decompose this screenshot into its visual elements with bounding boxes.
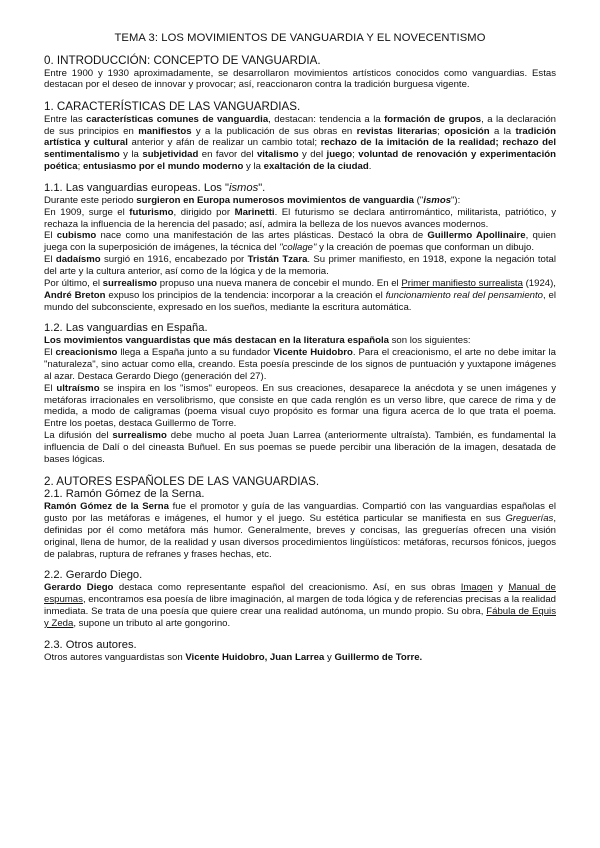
dadaismo-paragraph: El dadaísmo surgió en 1916, encabezado por Tristán Tzara. Su primer manifiesto, en 1918, expone la negación total del arte y la cultura anterior, así como de la lógica y de la memoria. bbox=[44, 254, 556, 277]
surrealismo-spain-paragraph: La difusión del surrealismo debe mucho al poeta Juan Larrea (anteriormente ultraísta). También, es fundamental la influencia de Dalí o del cineasta Buñuel. En sus poemas se puede percibir una liberación de la imagen, desatada de bases lógicas. bbox=[44, 430, 556, 465]
section-1-1-intro: Durante este periodo surgieron en Europa numerosos movimientos de vanguardia ("ismos"): bbox=[44, 194, 461, 206]
surrealismo-paragraph: Por último, el surrealismo propuso una nueva manera de concebir el mundo. En el Primer manifiesto surrealista (1924), André Breton expuso los principios de la tendencia: incorporar a la creación el funcionamiento real del pensamiento, el mundo del subconsciente, expresado en los sueños, mediante la escritura automática. bbox=[44, 277, 556, 313]
otros-autores-paragraph: Otros autores vanguardistas son Vicente Huidobro, Juan Larrea y Guillermo de Torre. bbox=[44, 651, 423, 663]
section-1-1-heading: 1.1. Las vanguardias europeas. Los "ismos". bbox=[44, 181, 266, 194]
section-1-paragraph: Entre las características comunes de vanguardia, destacan: tendencia a la formación de grupos, a la declaración de sus principios en manifiestos y a la publicación de sus obras en revistas literarias; oposición a la tradición artística y cultural anterior y afán de realizar un cambio total; rechazo de la imitación de la realidad; rechazo del sentimentalismo y la subjetividad en favor del vitalismo y del juego; voluntad de renovación y experimentación poética; entusiasmo por el mundo moderno y la exaltación de la ciudad. bbox=[44, 113, 556, 173]
document-page bbox=[44, 30, 556, 664]
futurismo-paragraph: En 1909, surge el futurismo, dirigido por Marinetti. El futurismo se declara antirromántico, militarista, patriótico, y rechaza la influencia de la herencia del pasado; así, admira la belleza de los nuevos avances modernos. bbox=[44, 206, 556, 230]
cubismo-paragraph: El cubismo nace como una manifestación de las artes plásticas. Destacó la obra de Guillermo Apollinaire, quien juega con la superposición de imágenes, la técnica del "collage" y la creación de poemas que conforman un dibujo. bbox=[44, 230, 557, 254]
section-2-2-heading: 2.2. Gerardo Diego. bbox=[44, 569, 143, 582]
creacionismo-paragraph: El creacionismo llega a España junto a su fundador Vicente Huidobro. Para el creacionismo, el arte no debe imitar la "naturaleza", sino actuar como ella, creando. Esta poesía prescinde de los signos de puntuación y yuxtapone imágenes al azar. Destaca Gerardo Diego (generación del 27). bbox=[44, 347, 557, 382]
section-0-paragraph: Entre 1900 y 1930 aproximadamente, se desarrollaron movimientos artísticos conocidos como vanguardias. Estas destacan por el deseo de innovar y provocar; así, reaccionaron contra la tradición burguesa vigente. bbox=[44, 67, 556, 91]
gerardo-diego-paragraph: Gerardo Diego destaca como representante español del creacionismo. Así, en sus obras Imagen y Manual de espumas, encontramos esa poesía de libre imaginación, al margen de toda lógica y de referencias precisas a la realidad inmediata. Se trata de una poesía que quiere crear una realidad autónoma, un mundo propio. Su obra, Fábula de Equis y Zeda, supone un tributo al arte gongorino. bbox=[44, 582, 556, 629]
section-2-3-heading: 2.3. Otros autores. bbox=[44, 638, 137, 651]
section-1-heading: 1. CARACTERÍSTICAS DE LAS VANGUARDIAS. bbox=[44, 100, 301, 114]
section-1-2-intro: Los movimientos vanguardistas que más destacan en la literatura española son los siguientes: bbox=[44, 335, 471, 347]
section-1-2-heading: 1.2. Las vanguardias en España. bbox=[44, 322, 208, 335]
section-2-1-heading: 2.1. Ramón Gómez de la Serna. bbox=[44, 488, 205, 501]
ultraismo-paragraph: El ultraísmo se inspira en los "ismos" europeos. En sus creaciones, desaparece la anécdota y se unen imágenes y metáforas irracionales en versolibrismo, que consiste en que cada renglón es un verso libre, que carece de rima y de medida, a modo de caligramas (poema visual cuyo propósito es formar una figura acerca de lo que trata el poema. Entre los poetas, destaca Guillermo de Torre. bbox=[44, 382, 556, 430]
section-0-heading: 0. INTRODUCCIÓN: CONCEPTO DE VANGUARDIA. bbox=[44, 54, 321, 67]
section-2-heading: 2. AUTORES ESPAÑOLES DE LAS VANGUARDIAS. bbox=[44, 474, 320, 488]
gomez-de-la-serna-paragraph: Ramón Gómez de la Serna fue el promotor y guía de las vanguardias. Compartió con las vanguardias españolas el gusto por las metáforas e imágenes, el humor y el juego. Su estética particular se manifiesta en sus Greguerías, definidas por él como metáfora más humor. Generalmente, breves y concisas, las greguerías ofrecen una visión original, llena de humor, de la realidad y usan diversos procedimientos lingüísticos: metáforas, recursos fónicos, juegos de palabras, ruptura de refranes y frases hechas, etc. bbox=[44, 501, 556, 560]
page-title: TEMA 3: LOS MOVIMIENTOS DE VANGUARDIA Y EL NOVECENTISMO bbox=[114, 32, 486, 44]
